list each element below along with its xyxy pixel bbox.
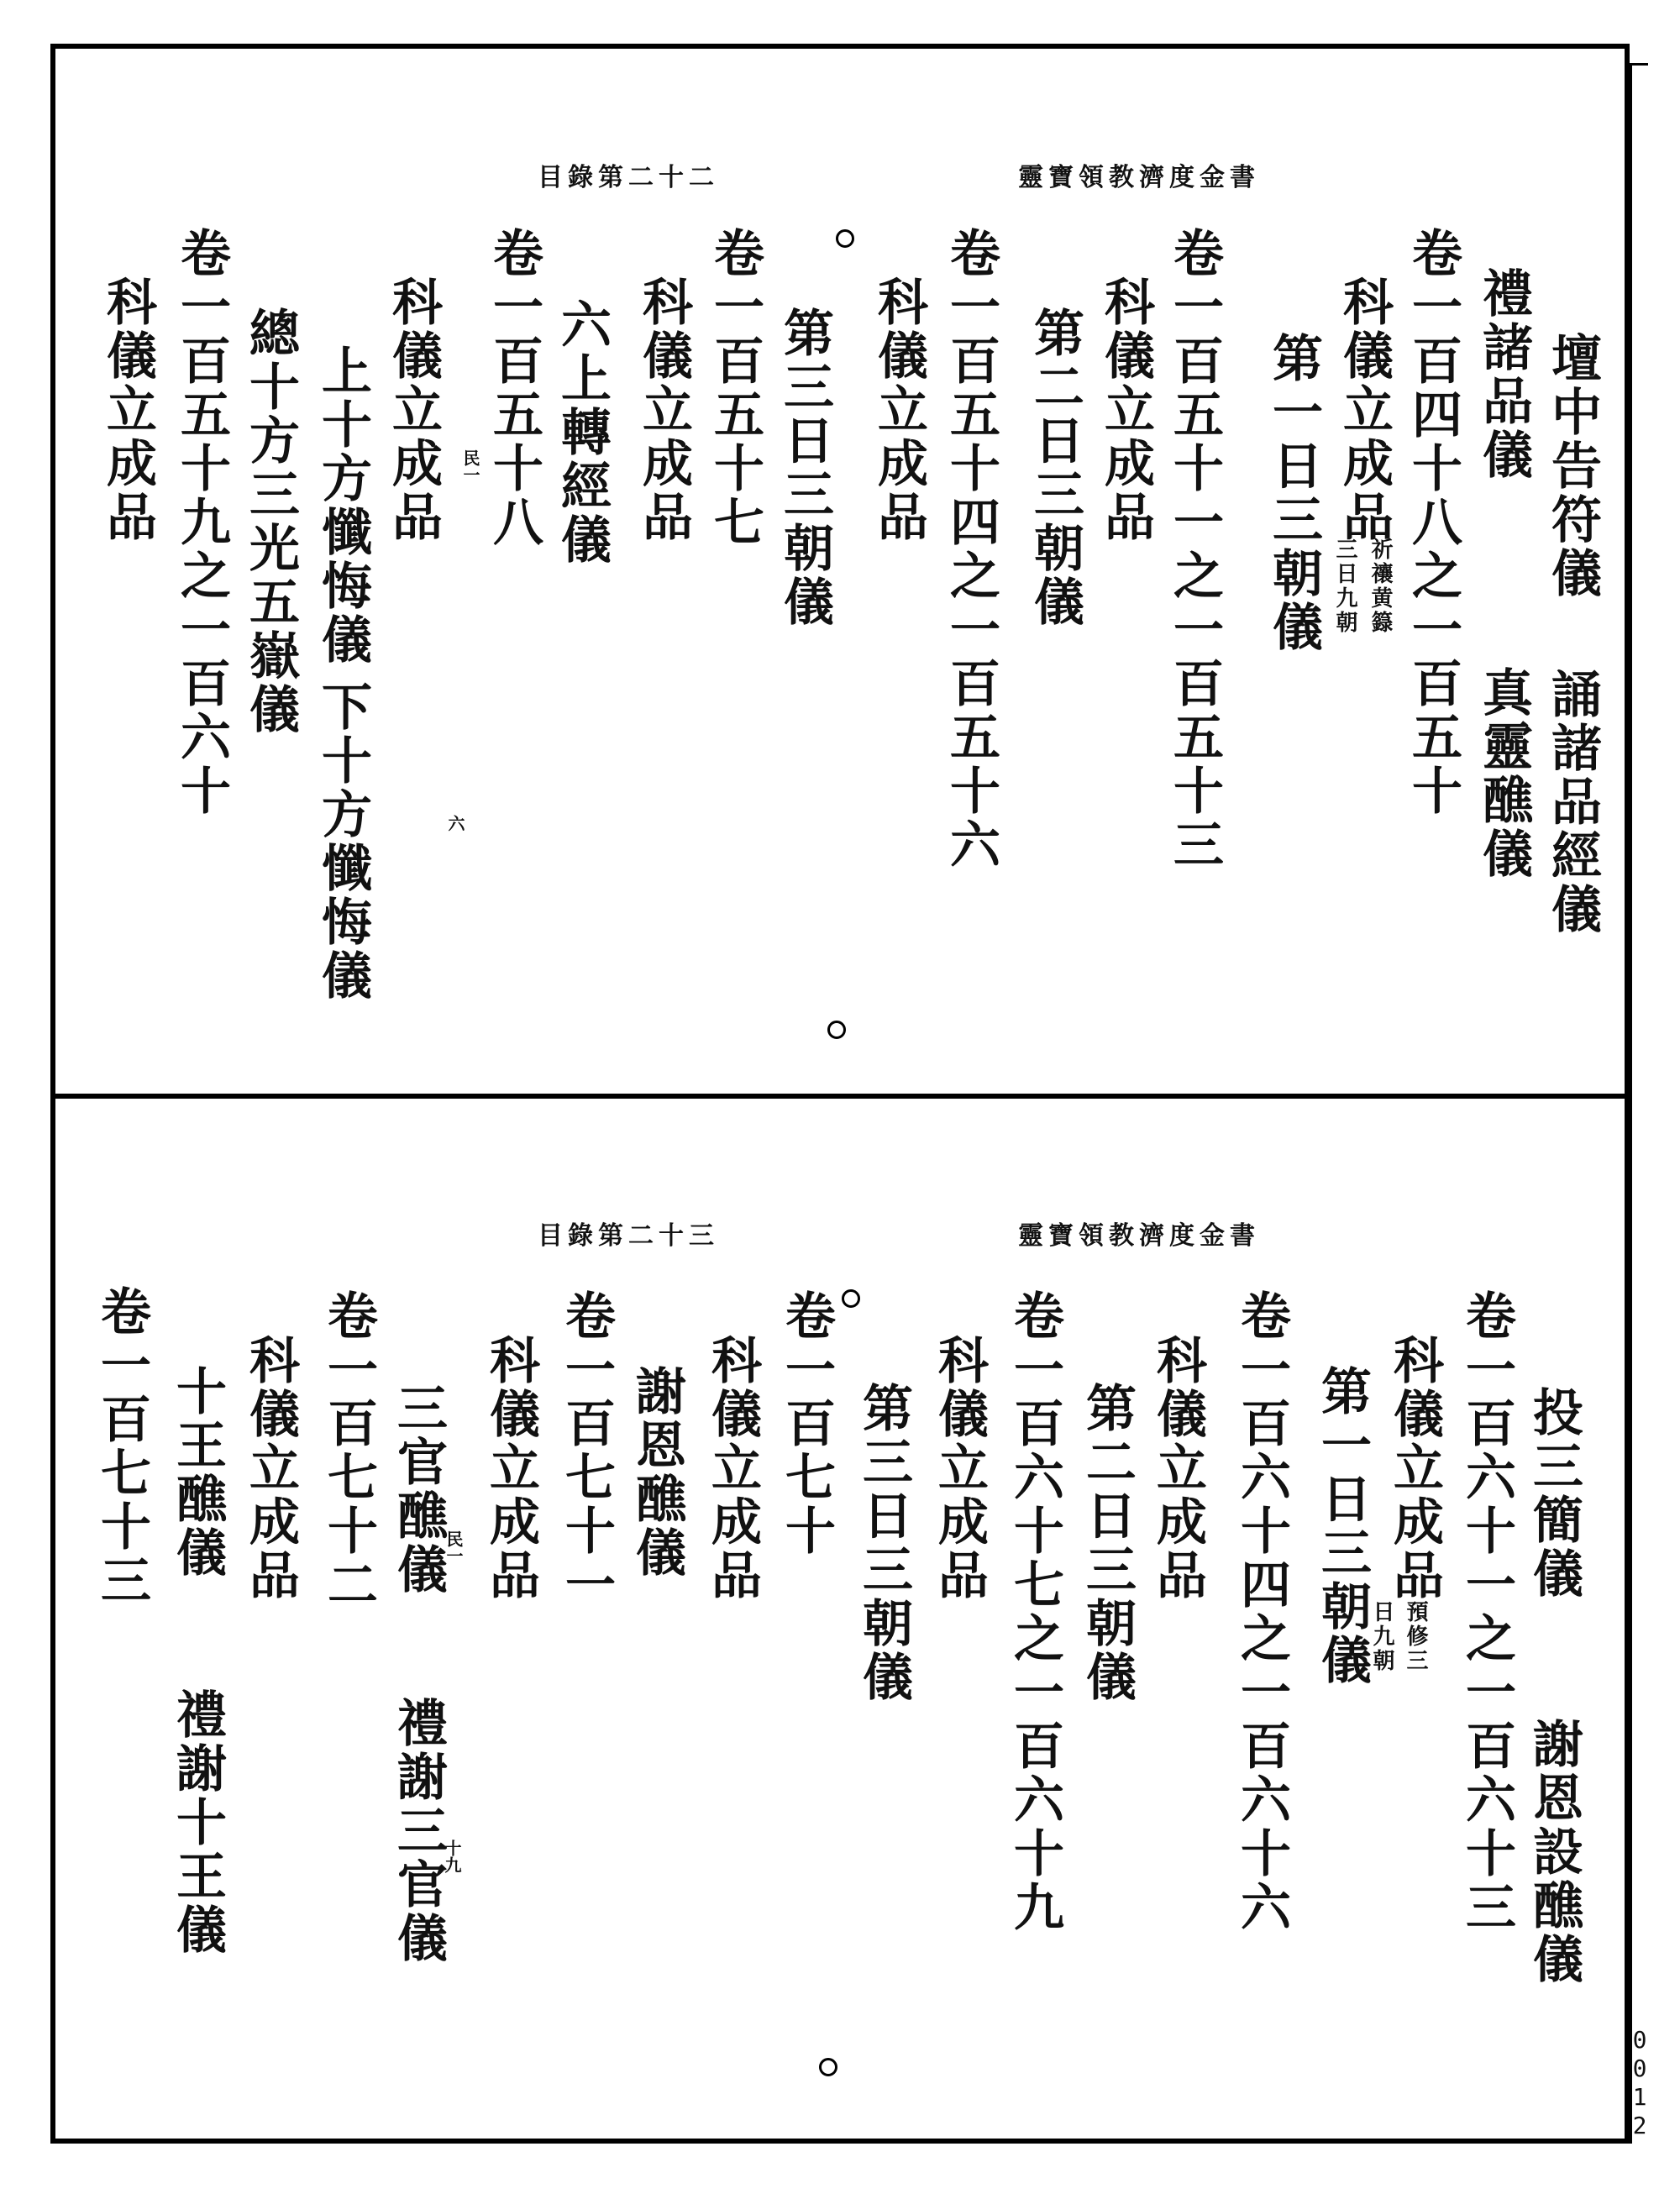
bottom-col-15: 科儀立成品: [481, 1334, 540, 1603]
bottom-header-book-title: 靈寶領教濟度金書: [1018, 1221, 1260, 1251]
top-col-8: 第二日三朝儀: [1026, 307, 1084, 629]
top-col-1b: 誦諸品經儀: [1543, 668, 1602, 937]
bottom-header-section: 目錄第二十三: [538, 1221, 719, 1251]
top-col-5: 第一日三朝儀: [1264, 332, 1323, 654]
bottom-note-2: 日九朝: [1369, 1600, 1394, 1673]
top-col-17b: 下十方懺悔儀: [313, 680, 372, 1003]
top-header-book-title: 靈寶領教濟度金書: [1018, 163, 1260, 192]
top-col-9: 卷一百五十四之一百五十六: [942, 227, 1000, 872]
bottom-col-9: 科儀立成品: [930, 1334, 989, 1603]
page-number-digit: 2: [1632, 2112, 1647, 2139]
top-col-2b: 真靈醮儀: [1474, 666, 1533, 881]
bottom-note-1: 預修三: [1403, 1600, 1428, 1673]
binding-hole-icon: [836, 229, 854, 248]
top-small-2: 六: [445, 815, 465, 832]
top-col-4: 科儀立成品: [1335, 276, 1394, 544]
bottom-col-16b: 禮謝三官儀: [389, 1697, 448, 1965]
margin-bar: [1630, 63, 1648, 2144]
top-col-3: 卷一百四十八之一百五十: [1404, 227, 1462, 818]
page-number: [1631, 2026, 1648, 2140]
top-col-19: 卷一百五十九之一百六十: [172, 227, 231, 818]
top-note-2: 三日九朝: [1332, 538, 1357, 635]
bottom-col-19b: 禮謝十王儀: [168, 1688, 227, 1957]
binding-hole-icon: [842, 1289, 860, 1308]
bottom-col-7: 第二日三朝儀: [1078, 1382, 1137, 1704]
bottom-col-8: 卷一百六十七之一百六十九: [1005, 1289, 1064, 1934]
bottom-col-1b: 謝恩設醮儀: [1525, 1718, 1583, 1986]
top-col-11: 第三日三朝儀: [775, 307, 834, 629]
bottom-col-2: 卷一百六十一之一百六十三: [1457, 1289, 1516, 1934]
top-col-1: 壇中告符儀: [1543, 332, 1602, 601]
panel-divider: [50, 1094, 1630, 1099]
top-note-1: 祈禳黄籙: [1368, 538, 1393, 635]
top-header-section: 目錄第二十二: [538, 163, 719, 192]
binding-hole-icon: [827, 1021, 846, 1039]
bottom-col-5: 卷一百六十四之一百六十六: [1232, 1289, 1291, 1934]
bottom-small-2: 十九: [442, 1839, 462, 1873]
binding-hole-icon: [819, 2058, 837, 2076]
bottom-col-17: 卷一百七十二: [319, 1289, 378, 1612]
top-col-20: 科儀立成品: [98, 276, 157, 544]
bottom-col-3: 科儀立成品: [1385, 1334, 1444, 1603]
top-col-14: 六上轉經儀: [553, 298, 612, 567]
bottom-col-16: 三官醮儀: [389, 1382, 448, 1597]
top-small-1: 民一: [460, 449, 480, 483]
bottom-small-1: 民一: [444, 1530, 464, 1564]
bottom-col-4: 第一日三朝儀: [1313, 1365, 1372, 1687]
bottom-col-18: 科儀立成品: [241, 1334, 300, 1603]
top-header: [538, 158, 1260, 192]
top-col-6: 卷一百五十一之一百五十三: [1165, 227, 1224, 872]
top-col-18: 總十方三光五嶽儀: [241, 307, 300, 737]
bottom-col-14: 卷一百七十一: [557, 1289, 616, 1612]
bottom-col-10: 第三日三朝儀: [854, 1382, 913, 1704]
bottom-col-12: 科儀立成品: [703, 1334, 762, 1603]
bottom-col-6: 科儀立成品: [1148, 1334, 1207, 1603]
bottom-col-11: 卷一百七十: [777, 1289, 836, 1558]
page-number-digit: 0: [1632, 2055, 1647, 2082]
top-col-7: 科儀立成品: [1096, 276, 1155, 544]
bottom-col-20: 卷一百七十三: [92, 1285, 151, 1608]
top-col-2: 禮諸品儀: [1474, 267, 1533, 482]
top-col-17: 上十方懺悔儀: [313, 344, 372, 667]
top-col-15: 卷一百五十八: [485, 227, 543, 549]
page-number-digit: 0: [1632, 2026, 1647, 2054]
top-col-10: 科儀立成品: [869, 276, 928, 544]
bottom-col-13: 謝恩醮儀: [627, 1365, 686, 1580]
top-col-13: 科儀立成品: [634, 276, 693, 544]
bottom-header: [538, 1216, 1260, 1250]
bottom-col-1: 投三簡儀: [1525, 1386, 1583, 1601]
bottom-col-19: 十王醮儀: [168, 1365, 227, 1580]
top-col-12: 卷一百五十七: [706, 227, 764, 549]
page-number-digit: 1: [1632, 2083, 1647, 2111]
top-col-16: 科儀立成品: [384, 276, 443, 544]
